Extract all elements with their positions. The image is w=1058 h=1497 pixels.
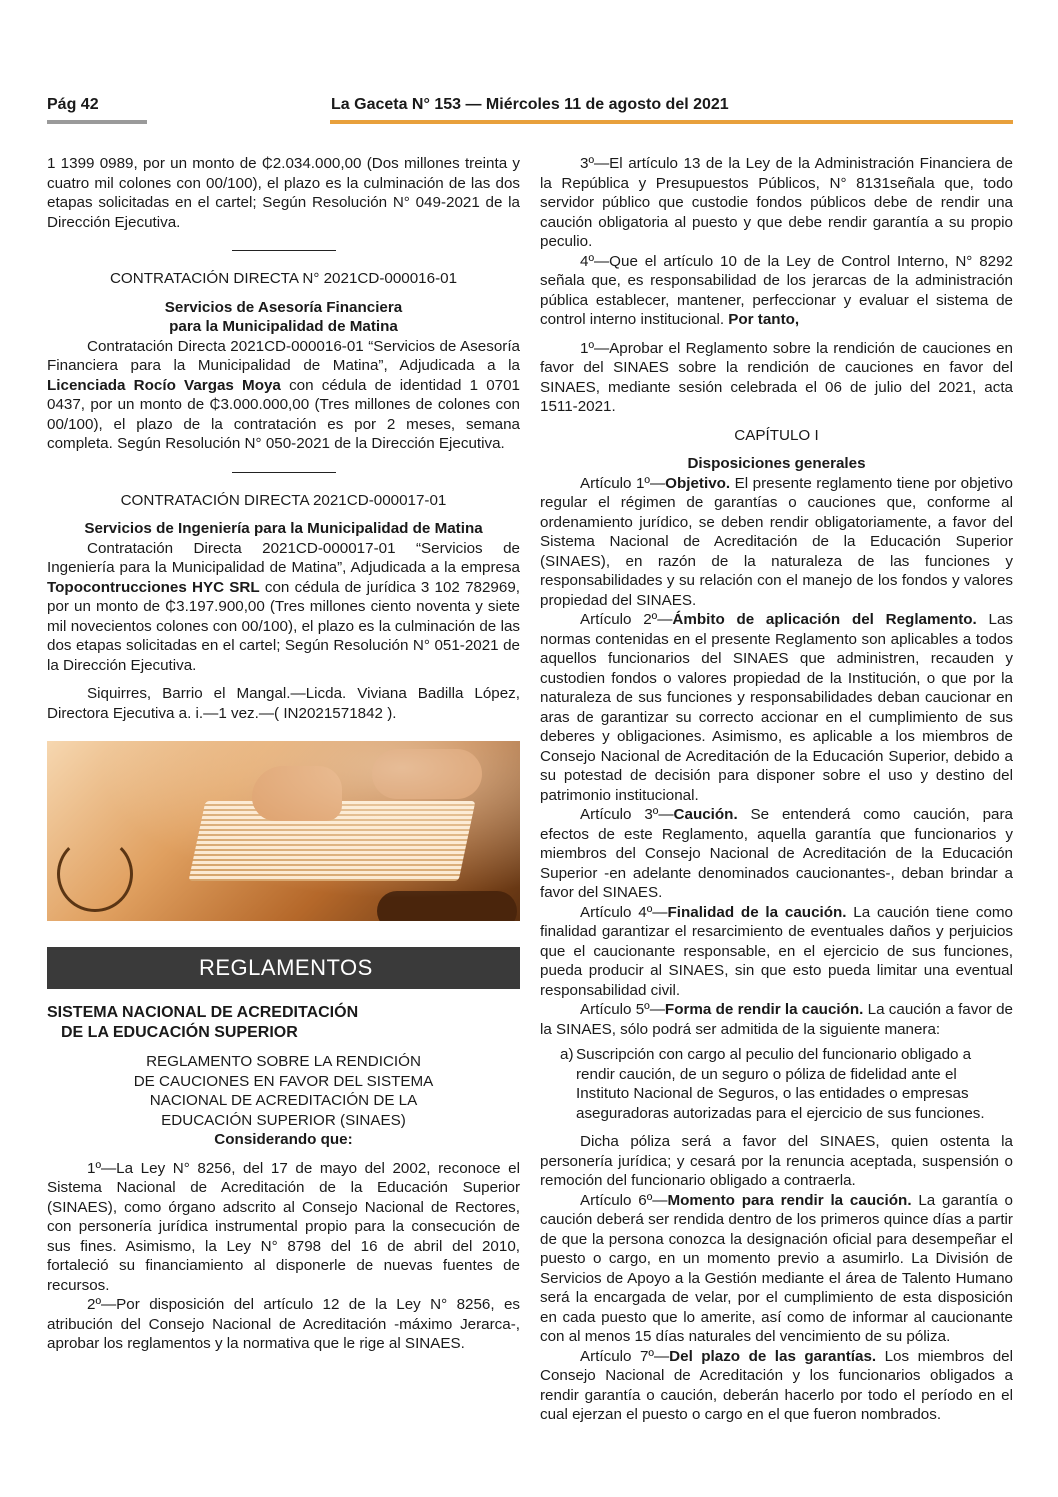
section-title: CONTRATACIÓN DIRECTA 2021CD-000017-01	[120, 491, 447, 509]
organization-title: SISTEMA NACIONAL DE ACREDITACIÓN DE LA EDUCACIÓN SUPERIOR	[47, 1004, 359, 1041]
regulation-title: EDUCACIÓN SUPERIOR (SINAES)	[161, 1111, 406, 1129]
paragraph: 2º—Por disposición del artículo 12 de la Ley N° 8256, es atribución del Consejo Nacional de Acreditación -máximo Jerarca-, aprobar los reglamentos y la normativa que le rige al SINAES.	[47, 1296, 520, 1352]
section-subtitle: Servicios de Asesoría Financiera	[164, 298, 403, 316]
issue-title: La Gaceta N° 153 — Miércoles 11 de agosto del 2021	[331, 96, 729, 113]
paragraph: Contratación Directa 2021CD-000016-01 “Servicios de Asesoría Financiera para la Municipalidad de Matina”, Adjudicada a la Licenciada Rocío Vargas Moya con cédula de identidad 1 0701 0437, por un monto de ₵3.000.000,00 (Tres millones de colones con 00/100), el plazo de la contratación es por 2 meses, semana completa. Según Resolución N° 050-2021 de la Dirección Ejecutiva.	[47, 337, 520, 452]
article: Artículo 1º—Objetivo. El presente reglamento tiene por objetivo regular el régimen de garantías o cauciones que, conforme al ordenamiento jurídico, se deben rendir obligatoriamente, a favor del Sistema Nacional de Acreditación de la Educación Superior (SINAES), en razón de la naturaleza de las funciones y responsabilidades y su relación con el manejo de los fondos y valores propiedad del SINAES.	[540, 474, 1013, 609]
regulation-title: DE CAUCIONES EN FAVOR DEL SISTEMA	[133, 1072, 434, 1090]
header-rule-gray	[47, 120, 147, 124]
article: Artículo 4º—Finalidad de la caución. La caución tiene como finalidad garantizar el resarcimiento de eventuales daños y perjuicios que el caucionante responsable, en el ejercicio de sus funciones, pueda producir al SINAES, sin que esto pueda limitar una eventual responsabilidad civil.	[540, 903, 1013, 999]
considerando-heading: Considerando que:	[214, 1131, 353, 1148]
header-rule-orange	[330, 120, 1013, 124]
left-column	[47, 154, 520, 1354]
separator	[232, 472, 336, 473]
right-column	[540, 154, 1013, 1425]
paragraph: 1º—La Ley N° 8256, del 17 de mayo del 2002, reconoce el Sistema Nacional de Acreditación de la Educación Superior (SINAES), como órgano adscrito al Consejo Nacional de Rectores, con personería jurídica instrumental propio para la consecución de sus fines. Asimismo, la Ley N° 8798 del 16 de abril del 2010, fortaleció su financiamiento al disponerle de nuevas fuentes de recursos.	[47, 1159, 520, 1294]
article: Artículo 3º—Caución. Se entenderá como caución, para efectos de este Reglamento, aquella garantía que funcionarios y miembros del Consejo Nacional de Acreditación de la Educación Superior -en adelante denominados caucionantes-, deban brindar a favor del SINAES.	[540, 806, 1014, 901]
section-subtitle: Servicios de Ingeniería para la Municipalidad de Matina	[84, 520, 483, 537]
page-number: Pág 42	[47, 96, 99, 113]
article: Artículo 2º—Ámbito de aplicación del Reglamento. Las normas contenidas en el presente Reglamento son aplicables a todos aquellos funcionarios del SINAES que administren, recauden y custodien fondos o valores propiedad de la Institución, o que por la naturaleza de sus funciones y responsabilidades deban caucionar en aras de garantizar su correcto accionar en el cumplimiento de sus deberes y obligaciones. Asimismo, es aplicable a los miembros de Consejo Nacional de Acreditación de la Educación Superior, debido a su potestad de decisión para disponer sobre el uso y destino del patrimonio institucional.	[540, 611, 1014, 804]
separator	[232, 250, 336, 251]
page-header	[47, 96, 1013, 126]
paragraph: 4º—Que el artículo 10 de la Ley de Control Interno, N° 8292 señala que, es responsabilidad de los jerarcas de la administración pública establecer, mantener, perfeccionar y evaluar el sistema de control interno institucional. Por tanto,	[540, 252, 1013, 328]
section-title: CONTRATACIÓN DIRECTA N° 2021CD-000016-01	[109, 270, 458, 287]
section-subtitle: para la Municipalidad de Matina	[169, 318, 398, 335]
list-item: a) Suscripción con cargo al peculio del funcionario obligado a rendir caución, de un seguro o póliza de fidelidad ante el Instituto Nacional de Seguros, o las entidades o empresas aseguradoras autorizadas para el ejercicio de sus funciones.	[560, 1046, 985, 1122]
paragraph: 3º—El artículo 13 de la Ley de la Administración Financiera de la República y Presupuestos Públicos, N° 8131señala que, todo servidor público que custodie fondos públicos debe de rendir una caución obligatoria al puesto y que debe rendir garantía a su propio peculio.	[540, 155, 1013, 250]
article: Artículo 7º—Del plazo de las garantías. Los miembros del Consejo Nacional de Acreditación y los funcionarios obligados a rendir garantía o caución, deberán hacerlo por todo el período en el cual ejerzan el puesto o cargo en el que fueron nombrados.	[540, 1347, 1013, 1423]
chapter-title: Disposiciones generales	[687, 455, 866, 472]
paragraph: 1º—Aprobar el Reglamento sobre la rendición de cauciones en favor del SINAES sobre la rendición de cauciones en favor del SINAES, mediante sesión celebrada el 06 de julio del 2021, acta 1511-2021.	[540, 339, 1013, 415]
chapter-heading: CAPÍTULO I	[734, 426, 819, 444]
section-banner: REGLAMENTOS	[47, 947, 520, 989]
regulation-title: NACIONAL DE ACREDITACIÓN DE LA	[149, 1092, 418, 1109]
legal-documents-gavel-photo	[47, 741, 520, 921]
article: Artículo 6º—Momento para rendir la caución. La garantía o caución deberá ser rendida dentro de los primeros quince días a partir de que la persona conozca la designación oficial para desempeñar el puesto o cargo, en un momento previo a asumirlo. La División de Servicios de Apoyo a la Gestión mediante el área de Talento Humano será la encargada de velar, por el cumplimiento de esta disposición en cada puesto que lo amerite, así como de informar al caucionante con al menos 15 días naturales del vencimiento de su póliza.	[540, 1191, 1013, 1345]
article: Artículo 5º—Forma de rendir la caución. La caución a favor de la SINAES, sólo podrá ser admitida de la siguiente manera:	[540, 1001, 1013, 1038]
paragraph: Dicha póliza será a favor del SINAES, quien ostenta la personería jurídica; y cesará por la renuncia aceptada, suspensión o remoción del funcionario obligado a contraerla.	[540, 1133, 1013, 1189]
signature-line: Siquirres, Barrio el Mangal.—Licda. Viviana Badilla López, Directora Ejecutiva a. i.—1 vez.—( IN2021571842 ).	[47, 685, 520, 722]
regulation-title: REGLAMENTO SOBRE LA RENDICIÓN	[146, 1053, 421, 1070]
paragraph: 1 1399 0989, por un monto de ₵2.034.000,00 (Dos millones treinta y cuatro mil colones con 00/100), el plazo es la culminación de las dos etapas solicitadas en el cartel; Según Resolución N° 049-2021 de la Dirección Ejecutiva.	[47, 155, 520, 231]
paragraph: Contratación Directa 2021CD-000017-01 “Servicios de Ingeniería para la Municipalidad de Matina”, Adjudicada a la empresa Topocontrucciones HYC SRL con cédula de jurídica 3 102 782969, por un monto de ₵3.197.900,00 (Tres millones ciento noventa y siete mil novecientos colones con 00/100), el plazo es la culminación de las dos etapas solicitadas en el cartel; Según Resolución N° 051-2021 de la Dirección Ejecutiva.	[47, 539, 520, 674]
